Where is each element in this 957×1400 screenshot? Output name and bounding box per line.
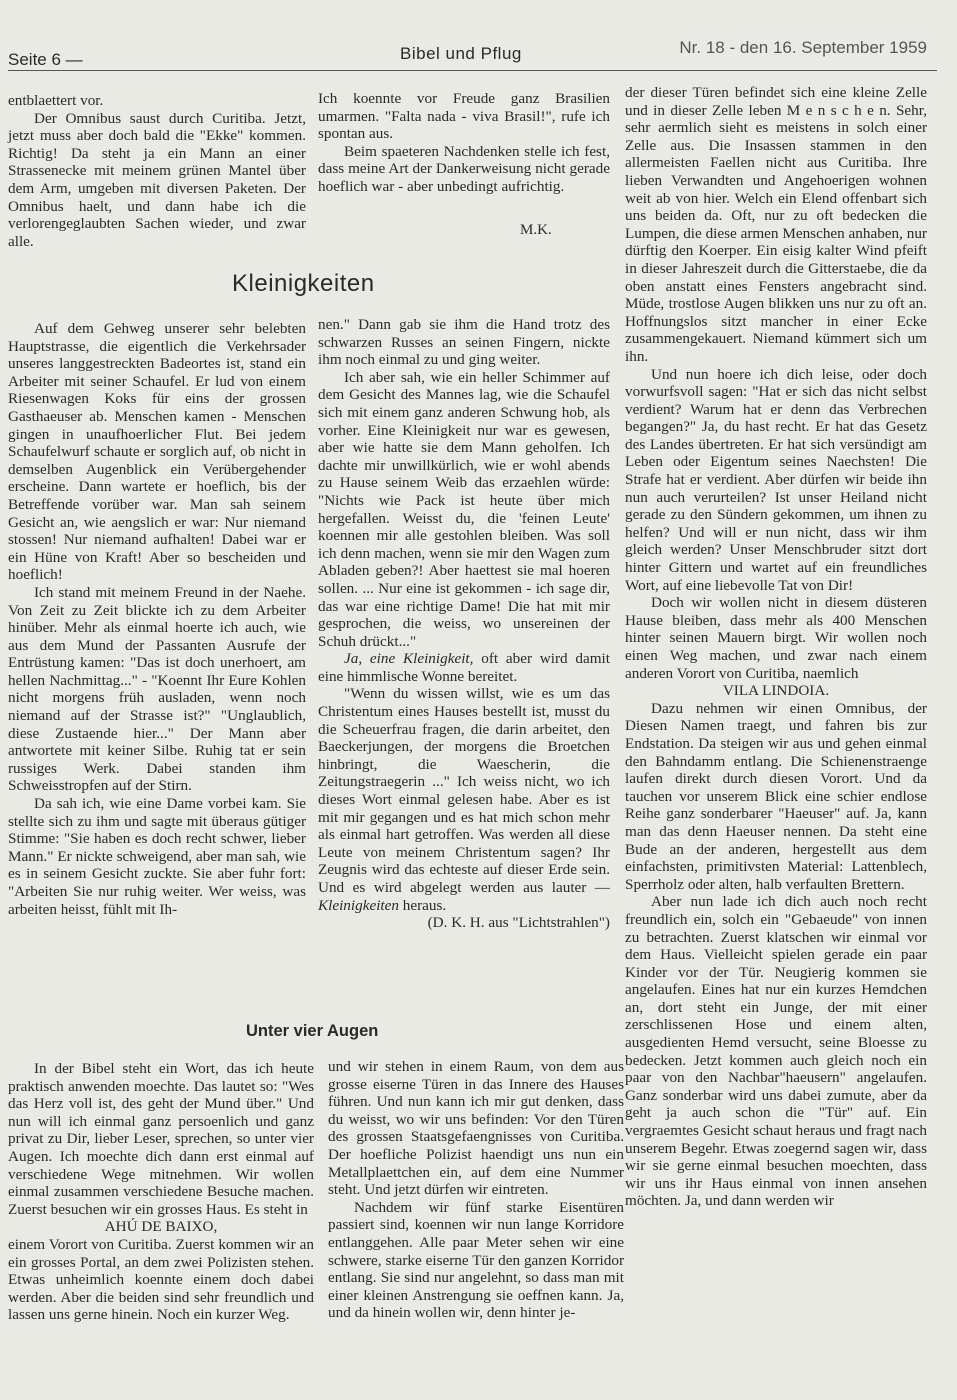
paragraph: Ich stand mit meinem Freund in der Naehe. Von Zeit zu Zeit blickte ich zu dem Arbeiter hinüber. Mehr als einmal hoerte ich auch, wie aus dem Mund der Passanten Ausrufe der Entrüstung kamen: "Das ist doch unerhoert, am hellen Nachmittag..." - "Koennt Ihr Eure Kohlen nicht morgens früh ausladen, wenn noch niemand auf der Strasse ist?" "Unglaublich, diese Zustaende hier..." Der Mann aber antwortete mit keiner Silbe. Ruhig tat er sein russiges Werk. Dabei standen ihm Schweisstropfen auf der Stirn. [8,583,306,795]
paragraph: nen." Dann gab sie ihm die Hand trotz des schwarzen Russes an seinen Fingern, nickte ihm noch einmal zu und ging weiter. [318,316,610,369]
italic-text: Kleinigkeiten [318,896,399,914]
source-credit: (D. K. H. aus "Lichtstrahlen") [427,914,610,932]
paragraph: Doch wir wollen nicht in diesem düsteren Hause bleiben, dass mehr als 400 Menschen hinter seinen Mauern birgt. Wir wollen noch einen Weg machen, und zwar nach einem anderen Vorort von Curitiba, naemlich [625,594,927,682]
paragraph [318,685,610,914]
paragraph: Und nun hoere ich dich leise, oder doch vorwurfsvoll sagen: "Hat er sich das nicht selbst verdient? Warum hat er denn das Verbrechen begangen?" Ja, du hast recht. Er hat das Gesetz des Landes übertreten. Er hat sich versündigt am Leben oder Eigentum seines Naechsten! Die Strafe hat er verdient. Aber dürfen wir beide ihn nun auch verurteilen? Ist unser Heiland nicht gerade zu den Sündern gekommen, um ihnen zu helfen? Und will er nun nicht, dass wir ihm gleich werden? Unser Menschbruder sitzt dort hinter Gittern und wartet auf ein freundliches Wort, auf eine liebevolle Tat von Dir! [625,365,927,594]
paragraph: Ich aber sah, wie ein heller Schimmer auf dem Gesicht des Mannes lag, wie die Schaufel sich mit einem ganz anderen Schwung hob, als vorher. Eine Kleinigkeit nur war es gewesen, aber wie hatte sie dem Mann geholfen. Ich dachte mir unwillkürlich, wie er wohl abends zu Hause seinem Weib das erzaehlen würde: "Nichts wie Pack ist heute über mich hergefallen. Weisst du, die 'feinen Leute' koennen mir alle gestohlen bleiben. Was soll ich denn machen, wenn sie mir den Wagen zum Abladen geben?! Aber haettest sie mal hoeren sollen. ... Nur eine ist gekommen - ich sage dir, das war eine richtige Dame! Die hat mit mir gesprochen, die weiss, wo unsereinen der Schuh drückt..." [318,368,610,650]
newspaper-title: Bibel und Pflug [400,44,522,63]
paragraph: Der Omnibus saust durch Curitiba. Jetzt, jetzt muss aber doch bald die "Ekke" kommen. Richtig! Da steht ja ein Mann an einer Strassenecke mit meinem grünen Mantel über dem Arm, umgeben mit diversen Paketen. Der Omnibus haelt, und dann habe ich die verlorengeglaubten Sachen wieder, und zwar alle. [8,109,306,250]
header-rule [8,70,937,71]
article-heading-unter-vier-augen: Unter vier Augen [246,1022,379,1040]
paragraph: In der Bibel steht ein Wort, das ich heute praktisch anwenden moechte. Das lautet so: "Wes das Herz voll ist, des geht der Mund über." Und nun will ich einmal ganz persoenlich und ganz privat zu Dir, lieber Leser, sprechen, so unter vier Augen. Ich moechte dich dann erst einmal auf verschiedene Wege mitnehmen. Wir wollen einmal zusammen verschiedene Besuche machen. Zuerst besuchen wir ein grosses Haus. Es steht in [8,1060,314,1218]
text: heraus. [398,896,447,914]
paragraph: Nachdem wir fünf starke Eisentüren passiert sind, koennen wir nun lange Korridore entlanggehen. Alle paar Meter sehen wir eine schwere, starke eiserne Tür den ganzen Korridor entlang. Sie sind nur angelehnt, so dass man mit einer kleinen Anstrengung sie oeffnen kann. Ja, und da hinein wollen wir, denn hinter je- [328,1198,624,1322]
paragraph: entblaettert vor. [8,92,104,109]
paragraph: Dazu nehmen wir einen Omnibus, der Diesen Namen traegt, und fahren bis zur Endstation. Da steigen wir aus und gehen einmal den Bahndamm entlang. Die Schienenstraenge laufen direkt durch diesen Vorort. Und da tauchen vor unserem Blick eine schier endlose Reihe ganz sonderbarer "Haeuser" auf. Ja, kann man das denn Haeuser nennen. Da steht eine Bude an der anderen, hergestellt aus dem einfachsten, primitivsten Material: Lattenblech, Sperrholz oder alten, halb verfaulten Brettern. [625,699,927,893]
paragraph: Auf dem Gehweg unserer sehr belebten Hauptstrasse, die eigentlich die Verkehrsader unseres langgestreckten Badeortes ist, stand ein Arbeiter mit seiner Schaufel. Er lud von einem Riesenwagen Koks für eins der grossen Gasthaeuser ab. Menschen kamen - Menschen gingen in unaufhoerlicher Flut. Bei jedem Schaufelwurf schaute er sorglich auf, ob nicht in demselben Augenblick ein Verübergehender erscheine. Dann wartete er hoeflich, bis der Betreffende vorüber war. Man sah seinem Gesicht an, wie aengslich er war: Nur niemand stossen! Nur niemand aufhalten! Dabei war er ein Hüne von Kraft! Aber so bescheiden und hoeflich! [8,320,306,584]
augen-column-1 [8,1060,314,1324]
paragraph: Beim spaeteren Nachdenken stelle ich fest, dass meine Art der Dankerweisung nicht gerade hoeflich war - aber unbedingt aufrichtig. [318,142,610,195]
kleinigkeiten-column-2 [318,316,610,932]
text: "Wenn du wissen willst, wie es um das Christentum eines Hauses bestellt ist, musst du die Scheuerfrau fragen, die darin arbeitet, den Baeckerjungen, der morgens die Broetchen hinbringt, die Waescherin, die Zeitungstraegerin ..." Ich weiss nicht, wo ich dieses Wort einmal gelesen habe. Aber es ist mit mir gegangen und es hat mich schon mehr als einmal hart getroffen. Was werden all diese Leute von meinem Christentum sagen? Ihr Zeugnis wird das echteste auf dieser Erde sein. Und es wird abgelegt werden aus lauter — [318,685,610,896]
signature: M.K. [520,222,552,238]
paragraph: der dieser Türen befindet sich eine kleine Zelle und in dieser Zelle leben M e n s c h e n. Sehr, sehr aermlich sieht es meistens in solch einer Zelle aus. Die Insassen stammen in den allermeisten Faellen nicht aus Curitiba. Ihre lieben Verwandten und Angehoerigen wohnen weit ab von hier. Welch ein Elend offenbart sich uns beiden da. Oft, nur zu oft bedecken die Lumpen, die diese armen Menschen anhaben, nur dürftig den Koerper. Ein eisig kalter Wind pfeift in dieser Jahreszeit durch die Gitterstaebe, die da oben anstatt eines Fensters angebracht sind. Müde, trostlose Augen blikken uns nur zu oft an. Hoffnungslos sitzt mancher in einer Ecke zusammengekauert. Niemand kümmert sich um ihn. [625,84,927,365]
issue-date: Nr. 18 - den 16. September 1959 [679,38,927,57]
paragraph: Ich koennte vor Freude ganz Brasilien umarmen. "Falta nada - viva Brasil!", rufe ich spontan aus. [318,90,610,143]
top-column-1 [8,92,306,250]
page-number: Seite 6 — [8,50,83,69]
paragraph: Da sah ich, wie eine Dame vorbei kam. Sie stellte sich zu ihm und sagte mit überaus gütiger Stimme: "Sie haben es doch recht schwer, lieber Mann." Er nickte schweigend, aber man sah, wie es in seinem Gesicht zuckte. Sie aber fuhr fort: "Arbeiten Sie nur ruhig weiter. Wer weiss, was arbeiten heisst, fühlt mit Ih- [8,795,306,918]
page-header [8,38,927,68]
augen-column-2 [328,1058,624,1322]
top-column-2 [318,90,610,196]
italic-text: Ja, eine Kleinigkeit, [344,650,474,668]
place-name: VILA LINDOIA. [722,682,830,700]
augen-column-3 [625,84,927,1210]
paragraph: einem Vorort von Curitiba. Zuerst kommen wir an ein grosses Portal, an dem zwei Polizisten stehen. Etwas unheimlich koennte einem doch dabei werden. Aber die beiden sind sehr freundlich und lassen uns gerne hinein. Noch ein kurzer Weg. [8,1235,314,1324]
text: oft aber wird damit eine himmlische Wonne bereitet. [318,650,610,685]
paragraph [318,650,610,685]
paragraph: und wir stehen in einem Raum, von dem aus grosse eiserne Türen in das Innere des Hauses führen. Und nun kann ich mir gut denken, dass du weisst, wo wir uns befinden: Vor den Türen des grossen Staatsgefaengnisses von Curitiba. Der hoefliche Polizist haendigt uns nun ein Metallplaettchen ein, auf dem eine Nummer steht. Und jetzt dürfen wir eintreten. [328,1058,624,1199]
paragraph: Aber nun lade ich dich auch noch recht freundlich ein, solch ein "Gebaeude" von innen zu betrachten. Zuerst klatschen wir einmal vor dem Haus. Vielleicht spielen gerade ein paar Kinder vor der Tür. Neugierig kommen sie angelaufen. Eines hat nur ein kurzes Hemdchen an, dort steht ein Junge, der mit einer zerschlissenen Hose und einem alten, ausgedienten Hemd versucht, seine Bloesse zu bedecken. Jetzt kommen auch gleich noch ein paar von den Nachbar"haeusern" angelaufen. Ganz sonderbar wird uns dabei zumute, aber da geht ja auch schon die "Tür" auf. Ein vergraemtes Gesicht schaut heraus und fragt nach unserem Begehr. Etwas zoegernd sagen wir, dass wir sie gerne einmal besuchen moechten, dass wir uns ihr Haus einmal von innen ansehen möchten. Ja, und dann werden wir [625,893,927,1210]
article-heading-kleinigkeiten: Kleinigkeiten [232,270,375,297]
kleinigkeiten-column-1 [8,320,306,918]
place-name: AHÚ DE BAIXO, [104,1218,218,1236]
